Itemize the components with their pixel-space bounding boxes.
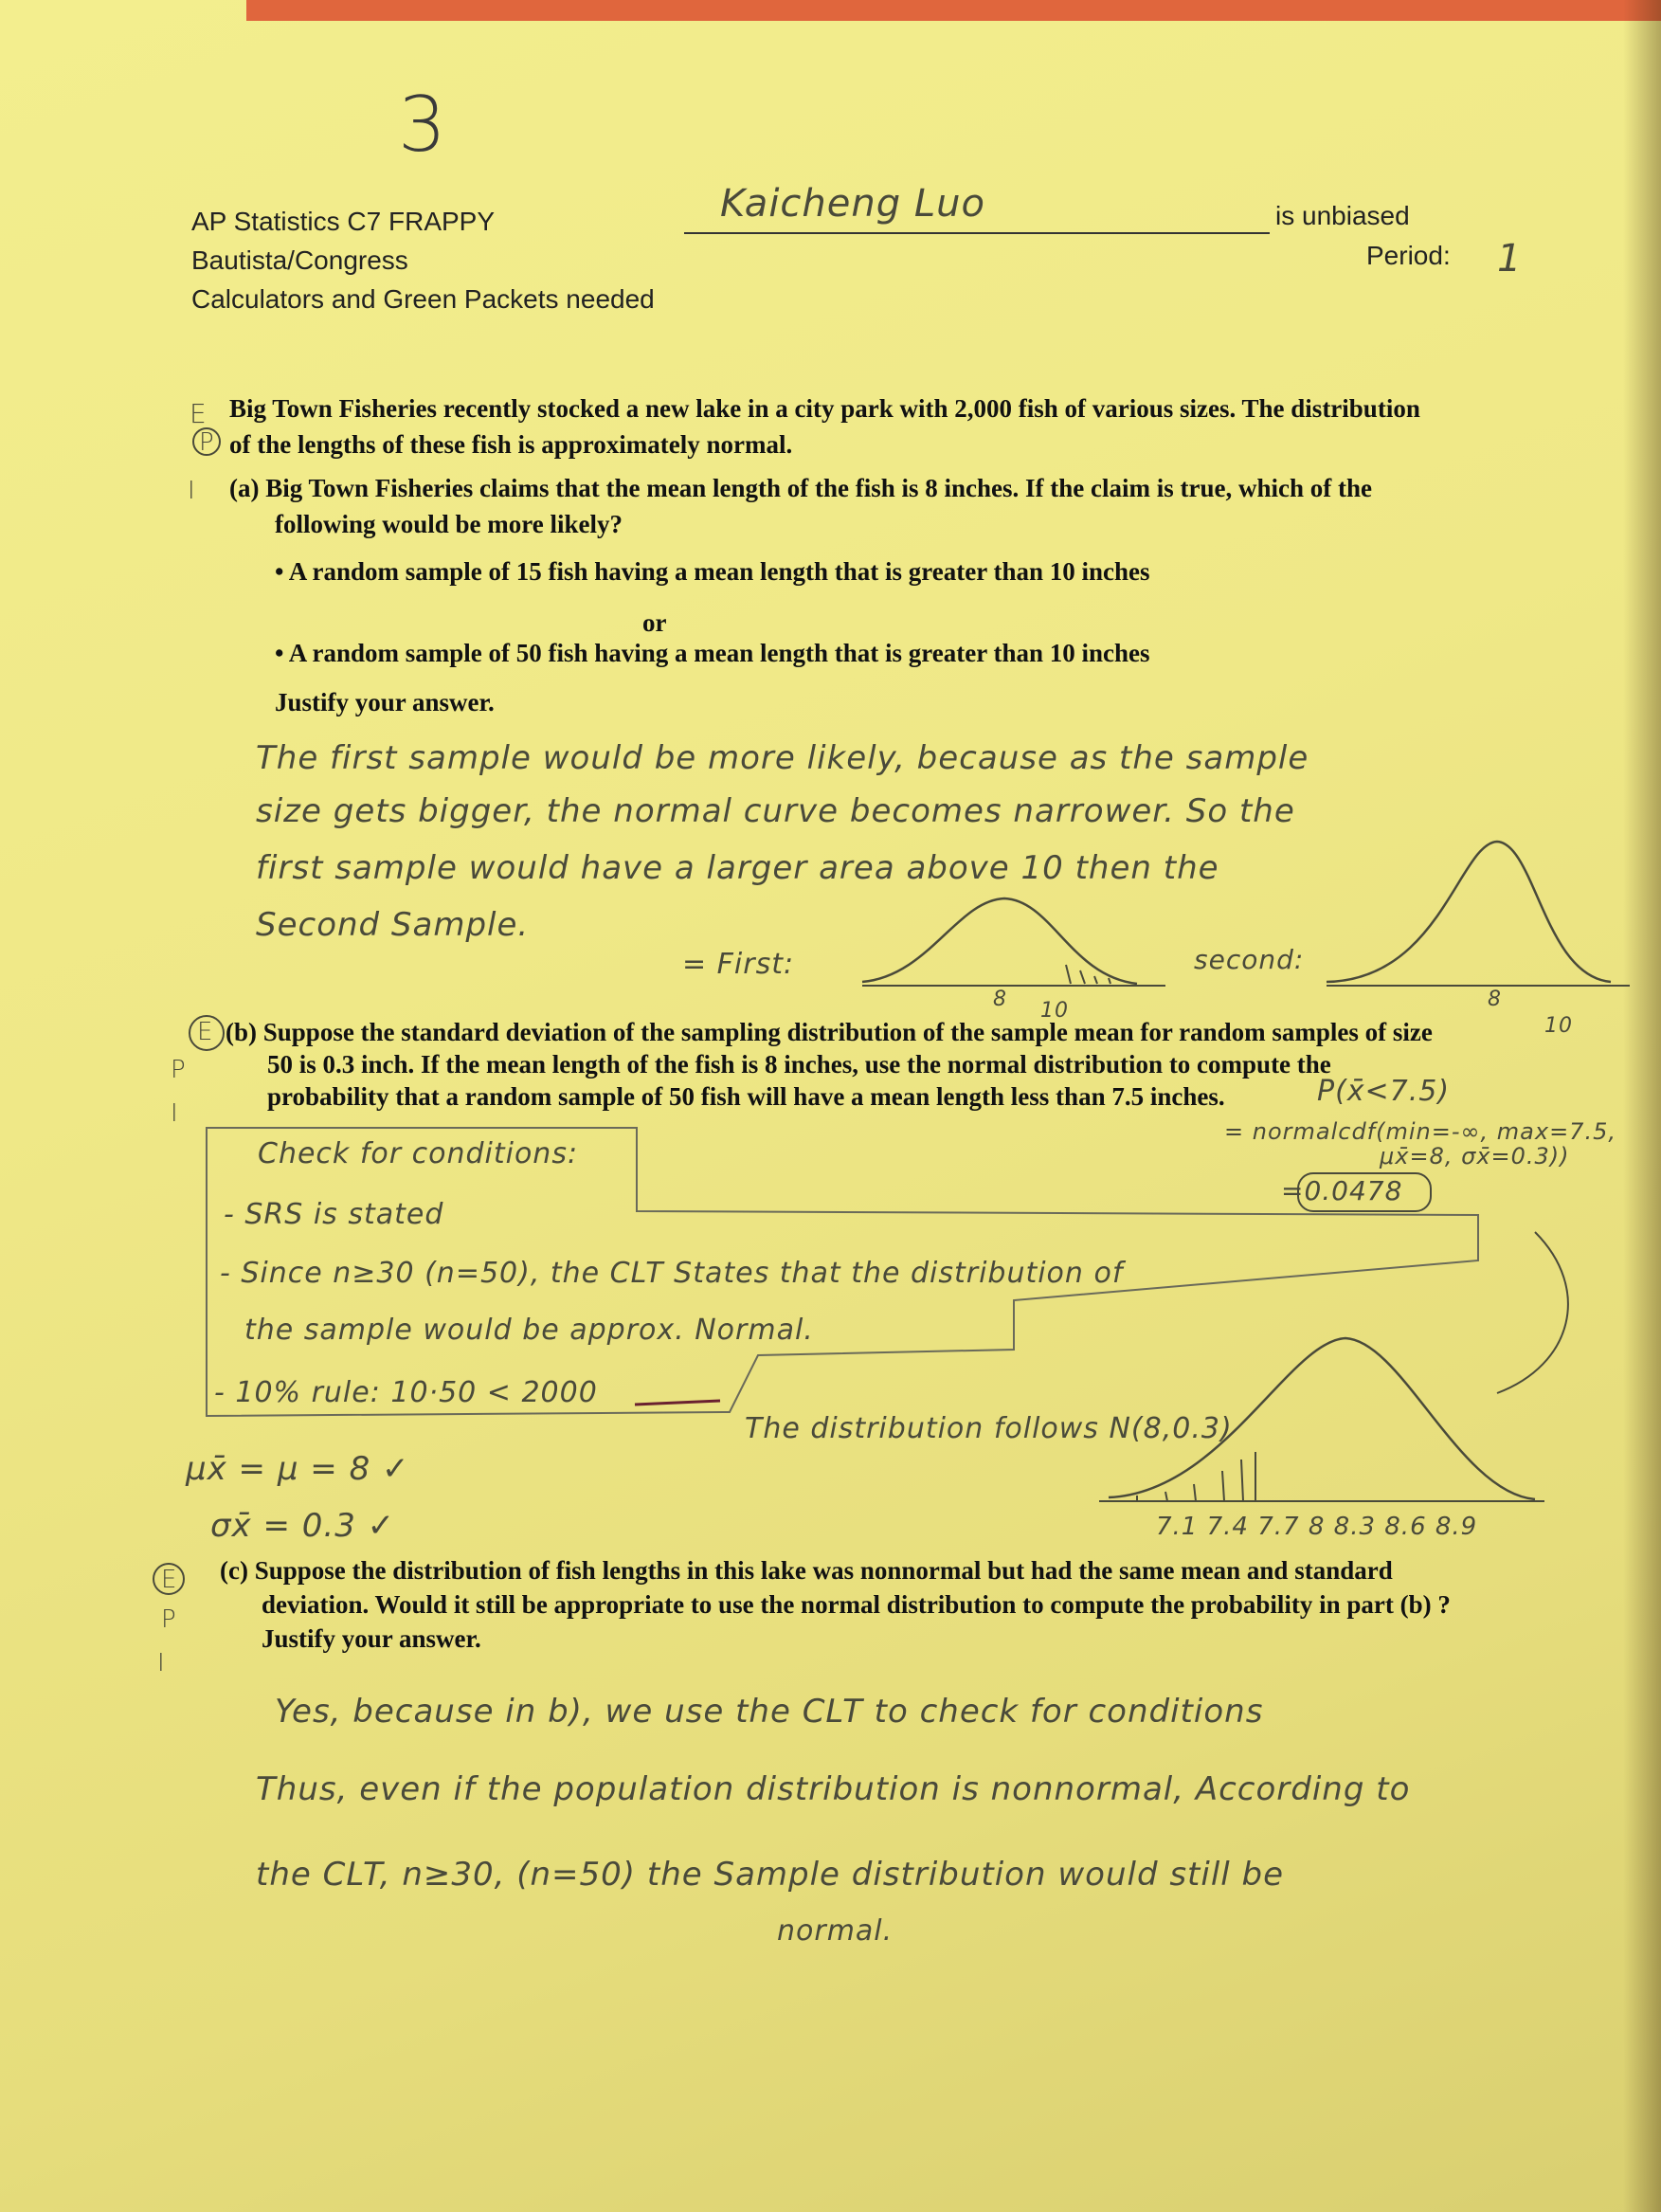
check-srs: - SRS is stated	[224, 1198, 444, 1231]
first-curve-label: = First:	[682, 948, 795, 981]
grade-p-b: P	[171, 1056, 187, 1084]
b-probability: P(x̄<7.5)	[1317, 1075, 1451, 1108]
b-calc-line-2: μx̄=8, σx̄=0.3))	[1380, 1143, 1570, 1169]
answer-c-line-2: Thus, even if the population distribution is nonnormal, According to	[256, 1770, 1411, 1808]
part-c-line-2: deviation. Would it still be appropriate to use the normal distribution to compute the probability in part (b) ?	[262, 1590, 1451, 1619]
underline-2000	[635, 1401, 720, 1405]
answer-a-line-2: size gets bigger, the normal curve becomes narrower. So the	[256, 792, 1295, 830]
teachers: Bautista/Congress	[191, 245, 408, 275]
grade-i-b: I	[171, 1099, 179, 1128]
check-ten-percent: - 10% rule: 10·50 < 2000	[214, 1376, 598, 1409]
student-name: Kaicheng Luo	[720, 182, 985, 226]
part-a-option-1-text: A random sample of 15 fish having a mean length that is greater than 10 inches	[288, 557, 1150, 586]
part-a-option-2-text: A random sample of 50 fish having a mean length that is greater than 10 inches	[288, 639, 1150, 667]
answer-a-line-3: first sample would have a larger area above 10 then the	[256, 849, 1219, 887]
second-curve-label: second:	[1194, 944, 1305, 975]
mu-xbar: μx̄ = μ = 8 ✓	[186, 1450, 410, 1488]
grade-i-intro: I	[188, 477, 196, 505]
part-a-option-2: • A random sample of 50 fish having a mean length that is greater than 10 inches	[275, 639, 1150, 667]
sigma-xbar: σx̄ = 0.3 ✓	[210, 1507, 396, 1545]
name-suffix: is unbiased	[1275, 201, 1410, 230]
intro-line-1: Big Town Fisheries recently stocked a new lake in a city park with 2,000 fish of various sizes. The distribution	[229, 394, 1420, 423]
answer-c-line-4: normal.	[777, 1914, 894, 1948]
grade-e-b: E	[197, 1018, 214, 1046]
part-b-line-2: 50 is 0.3 inch. If the mean length of the fish is 8 inches, use the normal distribution to compute the	[267, 1050, 1331, 1079]
part-b-line-3: probability that a random sample of 50 fish will have a mean length less than 7.5 inches.	[267, 1082, 1225, 1111]
part-b-shaded-tail	[1137, 1452, 1255, 1501]
grade-circle-intro	[193, 428, 220, 455]
grade-e-intro: E	[190, 398, 208, 429]
curve-axis-labels: 7.1 7.4 7.7 8 8.3 8.6 8.9	[1156, 1513, 1478, 1541]
arrow-to-curve	[1497, 1232, 1568, 1393]
part-a-line-2: following would be more likely?	[275, 510, 623, 538]
grade-e-c: E	[161, 1566, 178, 1594]
answer-c-line-1: Yes, because in b), we use the CLT to check for conditions	[275, 1693, 1264, 1731]
b-answer: =0.0478	[1281, 1175, 1403, 1206]
answer-a-line-4: Second Sample.	[256, 906, 530, 944]
intro-line-2: of the lengths of these fish is approximately normal.	[229, 430, 793, 459]
part-c-line-3: Justify your answer.	[262, 1624, 481, 1653]
second-tick-10: 10	[1544, 1014, 1573, 1038]
part-a-or: or	[642, 608, 667, 637]
grade-i-c: I	[157, 1649, 166, 1677]
distribution-statement: The distribution follows N(8,0.3)	[745, 1412, 1233, 1445]
grade-p-intro: P	[199, 428, 215, 457]
part-a-option-1: • A random sample of 15 fish having a mean length that is greater than 10 inches	[275, 557, 1150, 586]
check-clt: - Since n≥30 (n=50), the CLT States that the distribution of	[220, 1257, 1124, 1290]
period-label: Period:	[1366, 241, 1451, 270]
materials-note: Calculators and Green Packets needed	[191, 284, 655, 314]
score-mark: 3	[398, 81, 447, 169]
b-calc-line-1: = normalcdf(min=-∞, max=7.5,	[1224, 1118, 1616, 1145]
part-b-line-1: (b) Suppose the standard deviation of the sampling distribution of the sample mean for random samples of size	[226, 1018, 1433, 1046]
part-a-line-1: (a) Big Town Fisheries claims that the mean length of the fish is 8 inches. If the claim is true, which of the	[229, 474, 1372, 502]
first-tick-10: 10	[1040, 999, 1069, 1023]
answer-a-line-1: The first sample would be more likely, because as the sample	[256, 739, 1309, 777]
part-c-line-1: (c) Suppose the distribution of fish lengths in this lake was nonnormal but had the same mean and standard	[220, 1556, 1393, 1585]
first-normal-curve	[862, 898, 1137, 984]
course-title: AP Statistics C7 FRAPPY	[191, 207, 496, 236]
first-tick-8: 8	[993, 988, 1007, 1011]
part-a-justify: Justify your answer.	[275, 688, 495, 716]
period-value: 1	[1497, 237, 1523, 281]
second-tick-8: 8	[1488, 988, 1502, 1011]
second-normal-curve	[1327, 842, 1611, 982]
answer-c-line-3: the CLT, n≥30, (n=50) the Sample distribution would still be	[256, 1856, 1285, 1894]
check-clt-cont: the sample would be approx. Normal.	[244, 1314, 814, 1347]
check-title: Check for conditions:	[258, 1137, 579, 1170]
grade-p-c: P	[161, 1605, 177, 1634]
